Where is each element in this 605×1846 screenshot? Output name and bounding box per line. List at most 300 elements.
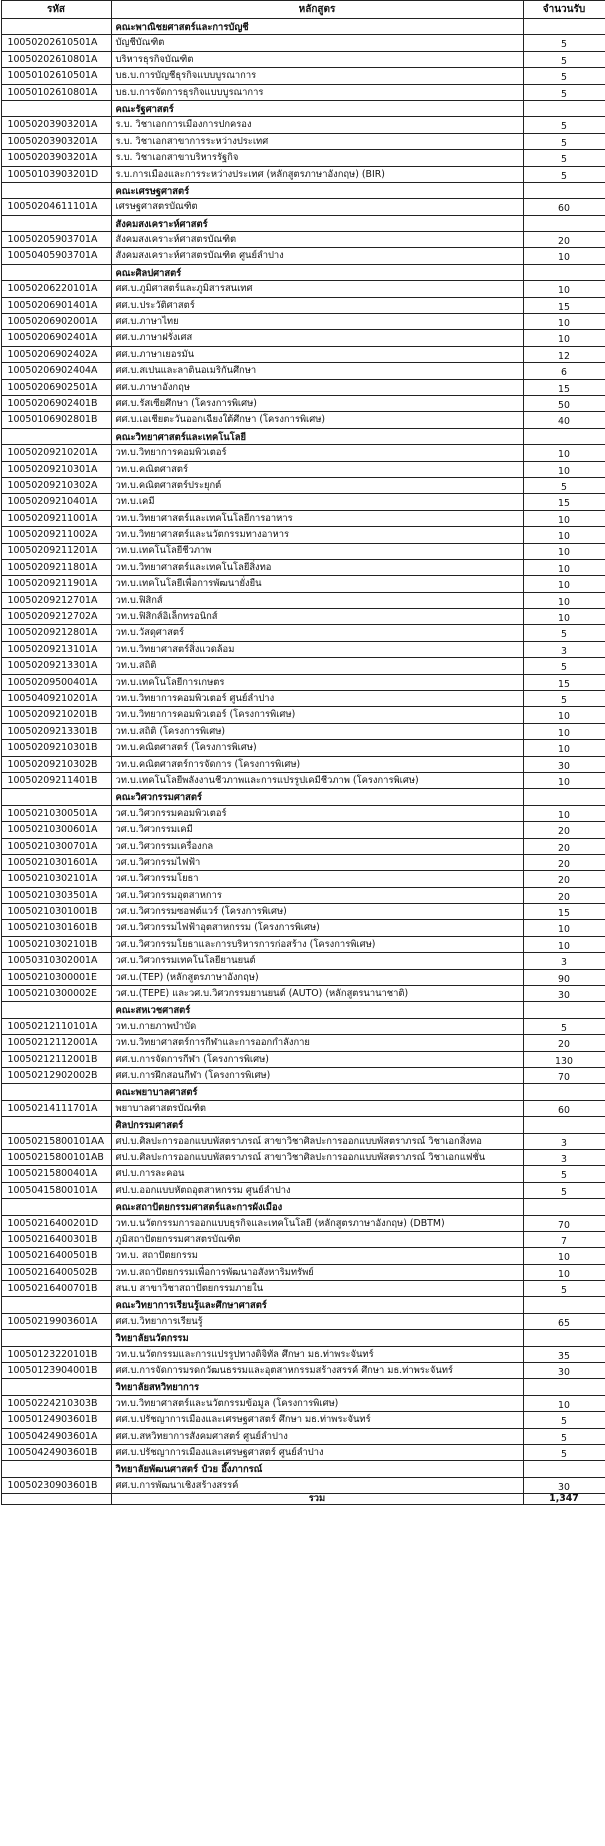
program-name: บัญชีบัณฑิต (111, 35, 523, 51)
program-seats: 5 (523, 1428, 605, 1444)
program-name: ร.บ. วิชาเอกการเมืองการปกครอง (111, 117, 523, 133)
table-row (1, 445, 605, 461)
program-name: วท.บ.ฟิสิกส์อิเล็กทรอนิกส์ (111, 609, 523, 625)
section-title: คณะศิลปศาสตร์ (111, 264, 523, 280)
section-seats-cell (523, 264, 605, 280)
program-code: 10050209213101A (1, 641, 111, 657)
table-row (1, 1068, 605, 1084)
program-seats: 7 (523, 1231, 605, 1247)
section-header-row (1, 1461, 605, 1477)
program-name: ศป.บ.ศิลปะการออกแบบพัสตราภรณ์ สาขาวิชาศิลปะการออกแบบพัสตราภรณ์ วิชาเอกสิ่งทอ (111, 1133, 523, 1149)
program-seats: 5 (523, 35, 605, 51)
program-seats: 20 (523, 1035, 605, 1051)
program-name: สังคมสงเคราะห์ศาสตรบัณฑิต ศูนย์ลำปาง (111, 248, 523, 264)
section-code-cell (1, 1330, 111, 1346)
program-code: 10050210300701A (1, 838, 111, 854)
program-name: ศศ.บ.วิทยาการเรียนรู้ (111, 1313, 523, 1329)
table-row (1, 395, 605, 411)
program-code: 10050214111701A (1, 1100, 111, 1116)
program-name: ศศ.บ.ประวัติศาสตร์ (111, 297, 523, 313)
program-code: 10050209211401B (1, 772, 111, 788)
table-row (1, 527, 605, 543)
program-code: 10050203903201A (1, 117, 111, 133)
table-row (1, 822, 605, 838)
program-name: วท.บ.คณิตศาสตร์ (โครงการพิเศษ) (111, 740, 523, 756)
program-code: 10050102610801A (1, 84, 111, 100)
program-code: 10050210300501A (1, 805, 111, 821)
table-row (1, 281, 605, 297)
table-row (1, 559, 605, 575)
program-name: วศ.บ.วิศวกรรมโยธา (111, 871, 523, 887)
program-name: ศศ.บ.การฝึกสอนกีฬา (โครงการพิเศษ) (111, 1068, 523, 1084)
table-row (1, 133, 605, 149)
program-seats: 40 (523, 412, 605, 428)
program-code: 10050203903201A (1, 150, 111, 166)
table-row (1, 576, 605, 592)
section-title: วิทยาลัยนวัตกรรม (111, 1330, 523, 1346)
program-seats: 15 (523, 379, 605, 395)
program-code: 10050206902001A (1, 314, 111, 330)
program-name: บริหารธุรกิจบัณฑิต (111, 51, 523, 67)
program-code: 10050209210301B (1, 740, 111, 756)
program-seats: 20 (523, 822, 605, 838)
table-row (1, 166, 605, 182)
program-seats: 5 (523, 1166, 605, 1182)
program-code: 10050212110101A (1, 1018, 111, 1034)
program-code: 10050210302101A (1, 871, 111, 887)
section-header-row (1, 182, 605, 198)
program-seats: 12 (523, 346, 605, 362)
program-code: 10050210302101B (1, 936, 111, 952)
program-code: 10050210303501A (1, 887, 111, 903)
program-name: วศ.บ.วิศวกรรมอุตสาหการ (111, 887, 523, 903)
program-seats: 10 (523, 576, 605, 592)
program-seats: 10 (523, 723, 605, 739)
program-seats: 30 (523, 1477, 605, 1493)
section-code-cell (1, 1084, 111, 1100)
program-name: วท.บ.วัสดุศาสตร์ (111, 625, 523, 641)
program-code: 10050215800401A (1, 1166, 111, 1182)
program-seats: 50 (523, 395, 605, 411)
table-row (1, 1100, 605, 1116)
program-name: ศศ.บ.ภาษาอังกฤษ (111, 379, 523, 395)
section-header-row (1, 1199, 605, 1215)
table-row (1, 412, 605, 428)
section-code-cell (1, 182, 111, 198)
program-code: 10050123220101B (1, 1346, 111, 1362)
table-row (1, 1133, 605, 1149)
program-seats: 10 (523, 805, 605, 821)
program-code: 10050230903601B (1, 1477, 111, 1493)
program-code: 10050424903601A (1, 1428, 111, 1444)
section-title: คณะวิทยาการเรียนรู้และศึกษาศาสตร์ (111, 1297, 523, 1313)
program-seats: 5 (523, 1018, 605, 1034)
program-seats: 90 (523, 969, 605, 985)
table-row (1, 953, 605, 969)
section-code-cell (1, 789, 111, 805)
program-code: 10050210300601A (1, 822, 111, 838)
section-header-row (1, 1002, 605, 1018)
program-name: วท.บ. สถาปัตยกรรม (111, 1248, 523, 1264)
program-name: วศ.บ.วิศวกรรมเทคโนโลยียานยนต์ (111, 953, 523, 969)
table-row (1, 904, 605, 920)
section-title: คณะวิศวกรรมศาสตร์ (111, 789, 523, 805)
table-row (1, 969, 605, 985)
program-name: ศศ.บ.ปรัชญาการเมืองและเศรษฐศาสตร์ ศึกษา มธ.ท่าพระจันทร์ (111, 1412, 523, 1428)
program-name: วท.บ.คณิตศาสตร์ (111, 461, 523, 477)
program-name: ศศ.บ.ภูมิศาสตร์และภูมิสารสนเทศ (111, 281, 523, 297)
table-row (1, 35, 605, 51)
table-row (1, 1166, 605, 1182)
table-row (1, 986, 605, 1002)
table-row (1, 150, 605, 166)
table-row (1, 477, 605, 493)
table-row (1, 363, 605, 379)
table-row (1, 1035, 605, 1051)
program-name: วศ.บ.วิศวกรรมซอฟต์แวร์ (โครงการพิเศษ) (111, 904, 523, 920)
program-name: วท.บ.สถาปัตยกรรมเพื่อการพัฒนาอสังหาริมทรัพย์ (111, 1264, 523, 1280)
program-code: 10050210300002E (1, 986, 111, 1002)
section-code-cell (1, 1461, 111, 1477)
section-header-row (1, 789, 605, 805)
section-title: วิทยาลัยพัฒนศาสตร์ ป๋วย อึ๊งภากรณ์ (111, 1461, 523, 1477)
program-seats: 70 (523, 1068, 605, 1084)
program-seats: 15 (523, 494, 605, 510)
program-code: 10050212112001B (1, 1051, 111, 1067)
program-code: 10050103903201D (1, 166, 111, 182)
table-row (1, 805, 605, 821)
table-row (1, 543, 605, 559)
program-name: วท.บ.วิทยาการคอมพิวเตอร์ (โครงการพิเศษ) (111, 707, 523, 723)
program-name: วท.บ.เคมี (111, 494, 523, 510)
section-seats-cell (523, 1084, 605, 1100)
program-name: ร.บ. วิชาเอกสาขาการระหว่างประเทศ (111, 133, 523, 149)
section-code-cell (1, 264, 111, 280)
program-name: ศศ.บ.การจัดการกีฬา (โครงการพิเศษ) (111, 1051, 523, 1067)
program-seats: 10 (523, 1264, 605, 1280)
table-row (1, 51, 605, 67)
program-code: 10050205903701A (1, 232, 111, 248)
table-row (1, 494, 605, 510)
program-name: ศศ.บ.ภาษาเยอรมัน (111, 346, 523, 362)
program-name: วท.บ.วิทยาการคอมพิวเตอร์ ศูนย์ลำปาง (111, 691, 523, 707)
program-code: 10050209211201A (1, 543, 111, 559)
table-row (1, 1215, 605, 1231)
program-name: วท.บ.สถิติ (111, 658, 523, 674)
program-code: 10050202610801A (1, 51, 111, 67)
table-row (1, 691, 605, 707)
program-code: 10050106902801B (1, 412, 111, 428)
program-code: 10050206902402A (1, 346, 111, 362)
program-name: วศ.บ.วิศวกรรมไฟฟ้า (111, 854, 523, 870)
section-seats-cell (523, 215, 605, 231)
program-name: วท.บ.วิทยาศาสตร์และเทคโนโลยีการอาหาร (111, 510, 523, 526)
program-seats: 5 (523, 117, 605, 133)
section-title: คณะรัฐศาสตร์ (111, 100, 523, 116)
table-row (1, 232, 605, 248)
table-row (1, 641, 605, 657)
program-code: 10050210301001B (1, 904, 111, 920)
table-row (1, 1248, 605, 1264)
program-seats: 5 (523, 51, 605, 67)
program-seats: 10 (523, 1248, 605, 1264)
section-seats-cell (523, 100, 605, 116)
section-code-cell (1, 1297, 111, 1313)
program-code: 10050206901401A (1, 297, 111, 313)
program-seats: 20 (523, 838, 605, 854)
program-seats: 10 (523, 592, 605, 608)
program-name: วท.บ.เทคโนโลยีเพื่อการพัฒนายั่งยืน (111, 576, 523, 592)
program-code: 10050206902404A (1, 363, 111, 379)
table-row (1, 84, 605, 100)
program-name: วศ.บ.วิศวกรรมโยธาและการบริหารการก่อสร้าง (โครงการพิเศษ) (111, 936, 523, 952)
program-code: 10050206220101A (1, 281, 111, 297)
total-label: รวม (111, 1494, 523, 1504)
program-code: 10050209210301A (1, 461, 111, 477)
program-code: 10050209211801A (1, 559, 111, 575)
program-seats: 20 (523, 232, 605, 248)
program-name: ศศ.บ.ภาษาไทย (111, 314, 523, 330)
program-name: วท.บ.วิทยาการคอมพิวเตอร์ (111, 445, 523, 461)
program-code: 10050209500401A (1, 674, 111, 690)
program-name: วท.บ.วิทยาศาสตร์และนวัตกรรมข้อมูล (โครงการพิเศษ) (111, 1395, 523, 1411)
program-code: 10050215800101AA (1, 1133, 111, 1149)
program-name: ศศ.บ.เอเชียตะวันออกเฉียงใต้ศึกษา (โครงการพิเศษ) (111, 412, 523, 428)
program-code: 10050310302001A (1, 953, 111, 969)
program-seats: 15 (523, 674, 605, 690)
program-code: 10050216400301B (1, 1231, 111, 1247)
program-seats: 10 (523, 707, 605, 723)
program-name: วท.บ.วิทยาศาสตร์และเทคโนโลยีสิ่งทอ (111, 559, 523, 575)
program-code: 10050204611101A (1, 199, 111, 215)
program-seats: 10 (523, 527, 605, 543)
program-code: 10050206902401A (1, 330, 111, 346)
program-name: วท.บ.วิทยาศาสตร์และนวัตกรรมทางอาหาร (111, 527, 523, 543)
table-row (1, 297, 605, 313)
program-code: 10050209212801A (1, 625, 111, 641)
program-code: 10050206902401B (1, 395, 111, 411)
section-title: คณะสถาปัตยกรรมศาสตร์และการผังเมือง (111, 1199, 523, 1215)
table-row (1, 1428, 605, 1444)
program-seats: 5 (523, 1182, 605, 1198)
program-name: วศ.บ.วิศวกรรมไฟฟ้าอุตสาหกรรม (โครงการพิเศษ) (111, 920, 523, 936)
program-seats: 3 (523, 1133, 605, 1149)
program-name: วท.บ.นวัตกรรมการออกแบบธุรกิจและเทคโนโลยี (หลักสูตรภาษาอังกฤษ) (DBTM) (111, 1215, 523, 1231)
total-value: 1,347 (523, 1494, 605, 1504)
program-seats: 15 (523, 297, 605, 313)
program-seats: 10 (523, 330, 605, 346)
table-row (1, 1363, 605, 1379)
program-seats: 5 (523, 150, 605, 166)
section-code-cell (1, 1379, 111, 1395)
program-code: 10050215800101AB (1, 1149, 111, 1165)
section-header-row (1, 1084, 605, 1100)
program-name: ร.บ.การเมืองและการระหว่างประเทศ (หลักสูตรภาษาอังกฤษ) (BIR) (111, 166, 523, 182)
table-row (1, 68, 605, 84)
program-code: 10050209210302B (1, 756, 111, 772)
program-seats: 5 (523, 166, 605, 182)
program-name: วท.บ.คณิตศาสตร์การจัดการ (โครงการพิเศษ) (111, 756, 523, 772)
program-seats: 10 (523, 510, 605, 526)
section-header-row (1, 1330, 605, 1346)
program-code: 10050209211901A (1, 576, 111, 592)
table-row (1, 772, 605, 788)
program-name: วศ.บ.วิศวกรรมเคมี (111, 822, 523, 838)
program-code: 10050209211001A (1, 510, 111, 526)
table-row (1, 461, 605, 477)
section-code-cell (1, 100, 111, 116)
program-code: 10050123904001B (1, 1363, 111, 1379)
program-code: 10050209210302A (1, 477, 111, 493)
table-row (1, 871, 605, 887)
program-seats: 5 (523, 658, 605, 674)
program-seats: 60 (523, 199, 605, 215)
total-row (1, 1494, 605, 1504)
table-row (1, 346, 605, 362)
program-code: 10050216400701B (1, 1281, 111, 1297)
table-row (1, 658, 605, 674)
program-seats: 10 (523, 772, 605, 788)
program-seats: 30 (523, 756, 605, 772)
program-seats: 70 (523, 1215, 605, 1231)
program-name: บธ.บ.การจัดการธุรกิจแบบบูรณาการ (111, 84, 523, 100)
program-code: 10050209212702A (1, 609, 111, 625)
program-seats: 5 (523, 133, 605, 149)
table-row (1, 707, 605, 723)
program-seats: 5 (523, 691, 605, 707)
section-header-row (1, 264, 605, 280)
program-code: 10050206902501A (1, 379, 111, 395)
table-row (1, 1412, 605, 1428)
table-row (1, 314, 605, 330)
section-title: วิทยาลัยสหวิทยาการ (111, 1379, 523, 1395)
header-row (1, 1, 605, 19)
section-title: คณะวิทยาศาสตร์และเทคโนโลยี (111, 428, 523, 444)
program-seats: 10 (523, 609, 605, 625)
table-row (1, 248, 605, 264)
program-name: วท.บ.ฟิสิกส์ (111, 592, 523, 608)
program-seats: 10 (523, 936, 605, 952)
table-row (1, 1477, 605, 1493)
program-seats: 10 (523, 445, 605, 461)
table-body (1, 19, 605, 1494)
program-code: 10050124903601B (1, 1412, 111, 1428)
table-row (1, 1051, 605, 1067)
table-row (1, 609, 605, 625)
program-seats: 3 (523, 953, 605, 969)
program-seats: 20 (523, 887, 605, 903)
program-code: 10050216400501B (1, 1248, 111, 1264)
section-seats-cell (523, 1117, 605, 1133)
section-header-row (1, 100, 605, 116)
table-row (1, 1313, 605, 1329)
program-code: 10050224210303B (1, 1395, 111, 1411)
program-name: วท.บ.วิทยาศาสตร์สิ่งแวดล้อม (111, 641, 523, 657)
program-name: วท.บ.นวัตกรรมและการแปรรูปทางดิจิทัล ศึกษา มธ.ท่าพระจันทร์ (111, 1346, 523, 1362)
program-code: 10050209210201B (1, 707, 111, 723)
table-row (1, 330, 605, 346)
table-row (1, 740, 605, 756)
program-seats: 6 (523, 363, 605, 379)
program-seats: 5 (523, 1412, 605, 1428)
section-code-cell (1, 1002, 111, 1018)
program-seats: 10 (523, 559, 605, 575)
program-seats: 20 (523, 854, 605, 870)
section-title: คณะพยาบาลศาสตร์ (111, 1084, 523, 1100)
program-name: ศศ.บ.การจัดการมรดกวัฒนธรรมและอุตสาหกรรมสร้างสรรค์ ศึกษา มธ.ท่าพระจันทร์ (111, 1363, 523, 1379)
program-name: ศป.บ.ศิลปะการออกแบบพัสตราภรณ์ สาขาวิชาศิลปะการออกแบบพัสตราภรณ์ วิชาเอกแฟชั่น (111, 1149, 523, 1165)
program-name: ศศ.บ.ภาษาฝรั่งเศส (111, 330, 523, 346)
section-code-cell (1, 1199, 111, 1215)
header-code: รหัส (1, 1, 111, 19)
program-seats: 5 (523, 1444, 605, 1460)
program-code: 10050212902002B (1, 1068, 111, 1084)
program-seats: 10 (523, 314, 605, 330)
program-code: 10050409210201A (1, 691, 111, 707)
table-row (1, 625, 605, 641)
table-row (1, 510, 605, 526)
section-code-cell (1, 19, 111, 35)
program-code: 10050209211002A (1, 527, 111, 543)
section-seats-cell (523, 182, 605, 198)
table-row (1, 199, 605, 215)
program-seats: 10 (523, 740, 605, 756)
program-code: 10050102610501A (1, 68, 111, 84)
program-seats: 20 (523, 871, 605, 887)
program-seats: 5 (523, 68, 605, 84)
section-seats-cell (523, 19, 605, 35)
section-seats-cell (523, 1461, 605, 1477)
section-seats-cell (523, 789, 605, 805)
program-name: สน.บ สาขาวิชาสถาปัตยกรรมภายใน (111, 1281, 523, 1297)
section-seats-cell (523, 1002, 605, 1018)
table-row (1, 887, 605, 903)
program-seats: 10 (523, 1395, 605, 1411)
table-row (1, 592, 605, 608)
program-code: 10050203903201A (1, 133, 111, 149)
program-name: พยาบาลศาสตรบัณฑิต (111, 1100, 523, 1116)
section-title: สังคมสงเคราะห์ศาสตร์ (111, 215, 523, 231)
table-row (1, 1018, 605, 1034)
program-seats: 30 (523, 1363, 605, 1379)
table-row (1, 1231, 605, 1247)
table-row (1, 1281, 605, 1297)
program-seats: 3 (523, 641, 605, 657)
table-row (1, 838, 605, 854)
program-seats: 3 (523, 1149, 605, 1165)
section-seats-cell (523, 1330, 605, 1346)
program-seats: 10 (523, 543, 605, 559)
program-seats: 30 (523, 986, 605, 1002)
table-row (1, 1182, 605, 1198)
program-code: 10050209212701A (1, 592, 111, 608)
program-code: 10050424903601B (1, 1444, 111, 1460)
program-code: 10050415800101A (1, 1182, 111, 1198)
program-code: 10050210301601A (1, 854, 111, 870)
table-row (1, 1149, 605, 1165)
program-code: 10050209213301A (1, 658, 111, 674)
section-title: คณะพาณิชยศาสตร์และการบัญชี (111, 19, 523, 35)
section-title: คณะเศรษฐศาสตร์ (111, 182, 523, 198)
program-seats: 65 (523, 1313, 605, 1329)
table-row (1, 379, 605, 395)
program-seats: 10 (523, 920, 605, 936)
program-name: วท.บ.เทคโนโลยีพลังงานชีวภาพและการแปรรูปเคมีชีวภาพ (โครงการพิเศษ) (111, 772, 523, 788)
program-code: 10050209210401A (1, 494, 111, 510)
program-code: 10050216400201D (1, 1215, 111, 1231)
program-name: วศ.บ.วิศวกรรมเครื่องกล (111, 838, 523, 854)
quota-table (1, 0, 605, 1505)
